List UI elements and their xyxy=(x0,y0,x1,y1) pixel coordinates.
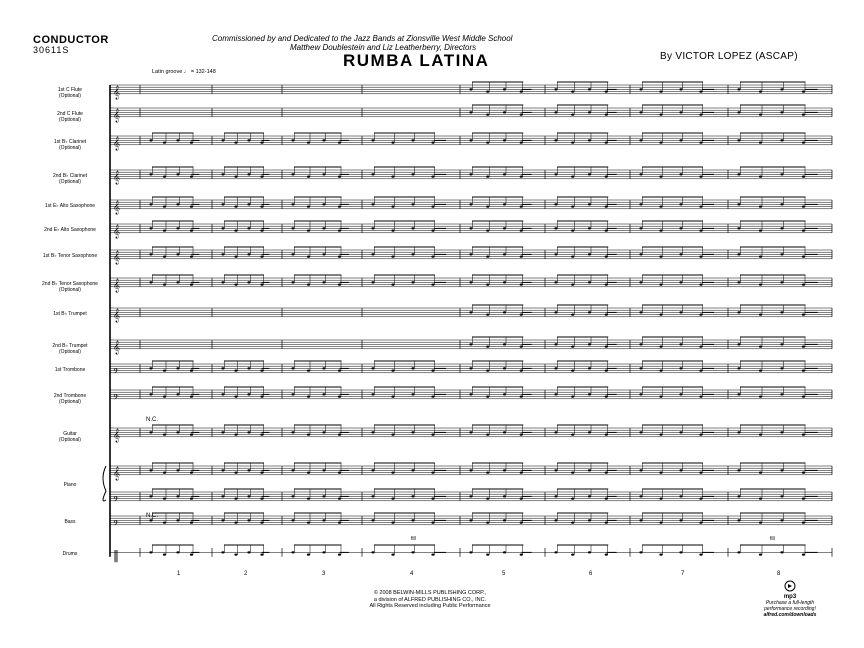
copyright-line-1: © 2008 BELWIN-MILLS PUBLISHING CORP., xyxy=(373,590,487,596)
mp3-purchase-line-2: performance recording! xyxy=(764,606,816,612)
instrument-name: 1st B♭ Trumpet xyxy=(53,311,87,317)
instrument-note: (Optional) xyxy=(59,93,81,99)
measure-number: 3 xyxy=(322,571,326,577)
treble-clef-icon: 𝄞 xyxy=(113,199,121,214)
treble-clef-icon: 𝄞 xyxy=(113,135,121,150)
copyright-line-2: a division of ALFRED PUBLISHING CO., INC. xyxy=(373,596,487,603)
chord-nc-guitar: N.C. xyxy=(146,417,158,423)
mp3-download-link[interactable]: alfred.com/downloads xyxy=(763,612,817,618)
mp3-icon xyxy=(745,578,835,594)
instrument-name: Drums xyxy=(62,551,78,557)
piano-brace xyxy=(103,466,106,501)
treble-clef-icon: 𝄞 xyxy=(113,465,121,480)
staff-flute-2 xyxy=(110,105,832,122)
treble-clef-icon: 𝄞 xyxy=(113,339,121,354)
staff-piano-treble xyxy=(110,463,832,480)
mp3-label: mp3 xyxy=(783,594,797,600)
instrument-name: Bass xyxy=(64,519,76,525)
instrument-name: 1st B♭ Clarinet xyxy=(53,139,87,145)
commission-line-1: Commissioned by and Dedicated to the Jazz Bands at Zionsville West Middle School xyxy=(212,34,513,43)
score-title: RUMBA LATINA xyxy=(343,51,490,70)
conductor-label: CONDUCTOR xyxy=(33,34,109,46)
treble-clef-icon: 𝄞 xyxy=(113,107,121,122)
mp3-purchase-line-1: Purchase a full-length xyxy=(765,600,815,606)
instrument-name: 2nd Trombone xyxy=(53,393,87,399)
treble-clef-icon: 𝄞 xyxy=(113,84,121,99)
percussion-clef-icon: ‖ xyxy=(113,547,119,562)
staff-bass xyxy=(110,513,832,530)
instrument-name: 1st C Flute xyxy=(57,87,83,93)
instrument-name: 2nd E♭ Alto Saxophone xyxy=(44,227,96,233)
instrument-note: (Optional) xyxy=(59,287,81,293)
staff-clarinet-1 xyxy=(110,133,832,150)
instrument-name: 2nd B♭ Tenor Saxophone xyxy=(42,281,98,287)
staff-alto-sax-1 xyxy=(110,197,832,214)
instrument-note: (Optional) xyxy=(59,117,81,123)
commission-line-2: Matthew Doublestein and Liz Leatherberry, Directors xyxy=(290,43,477,52)
mp3-badge[interactable] xyxy=(745,578,835,618)
measure-number: 6 xyxy=(589,571,593,577)
measure-number: 8 xyxy=(777,571,781,577)
staff-tenor-sax-1 xyxy=(110,247,832,264)
staff-alto-sax-2 xyxy=(110,221,832,238)
instrument-name: Piano xyxy=(63,482,77,488)
staff-trumpet-1 xyxy=(110,305,832,322)
staff-guitar xyxy=(110,425,832,442)
measure-number: 4 xyxy=(410,571,414,577)
staff-tenor-sax-2 xyxy=(110,275,832,292)
staff-piano-bass xyxy=(110,489,832,506)
bass-clef-icon: 𝄢 xyxy=(113,367,119,378)
instrument-name: 1st B♭ Tenor Saxophone xyxy=(42,253,98,259)
instrument-note: (Optional) xyxy=(59,179,81,185)
instrument-name: Guitar xyxy=(63,431,77,437)
measure-number: 5 xyxy=(502,571,506,577)
instrument-note: (Optional) xyxy=(59,349,81,355)
bass-clef-icon: 𝄢 xyxy=(113,495,119,506)
instrument-name: 1st E♭ Alto Saxophone xyxy=(44,203,96,209)
chord-nc-bass: N.C. xyxy=(146,513,158,519)
copyright-line-3: All Rights Reserved including Public Performance xyxy=(369,603,491,609)
staff-trumpet-2 xyxy=(110,337,832,354)
part-number: 30611S xyxy=(33,45,70,55)
instrument-note: (Optional) xyxy=(59,145,81,151)
treble-clef-icon: 𝄞 xyxy=(113,307,121,322)
instrument-name: 1st Trombone xyxy=(54,367,86,373)
measure-number: 1 xyxy=(177,571,181,577)
tempo-marking: Latin groove ♩ = 132-148 xyxy=(152,69,216,75)
treble-clef-icon: 𝄞 xyxy=(113,427,121,442)
treble-clef-icon: 𝄞 xyxy=(113,249,121,264)
treble-clef-icon: 𝄞 xyxy=(113,223,121,238)
drum-fill-mark-1: fill xyxy=(411,536,416,542)
measure-number: 2 xyxy=(244,571,248,577)
staff-clarinet-2 xyxy=(110,167,832,184)
bass-clef-icon: 𝄢 xyxy=(113,519,119,530)
instrument-note: (Optional) xyxy=(59,437,81,443)
instrument-name: 2nd B♭ Trumpet xyxy=(52,343,88,349)
instrument-note: (Optional) xyxy=(59,399,81,405)
staff-drums xyxy=(110,545,832,562)
treble-clef-icon: 𝄞 xyxy=(113,277,121,292)
bass-clef-icon: 𝄢 xyxy=(113,393,119,404)
composer-credit: By VICTOR LOPEZ (ASCAP) xyxy=(660,51,798,62)
staff-flute-1 xyxy=(110,82,832,99)
instrument-name: 2nd B♭ Clarinet xyxy=(52,173,88,179)
measure-number: 7 xyxy=(681,571,685,577)
staff-trombone-1 xyxy=(110,361,832,378)
treble-clef-icon: 𝄞 xyxy=(113,169,121,184)
instrument-name: 2nd C Flute xyxy=(57,111,83,117)
staff-trombone-2 xyxy=(110,387,832,404)
drum-fill-mark-2: fill xyxy=(770,536,775,542)
copyright-footer xyxy=(300,590,560,610)
